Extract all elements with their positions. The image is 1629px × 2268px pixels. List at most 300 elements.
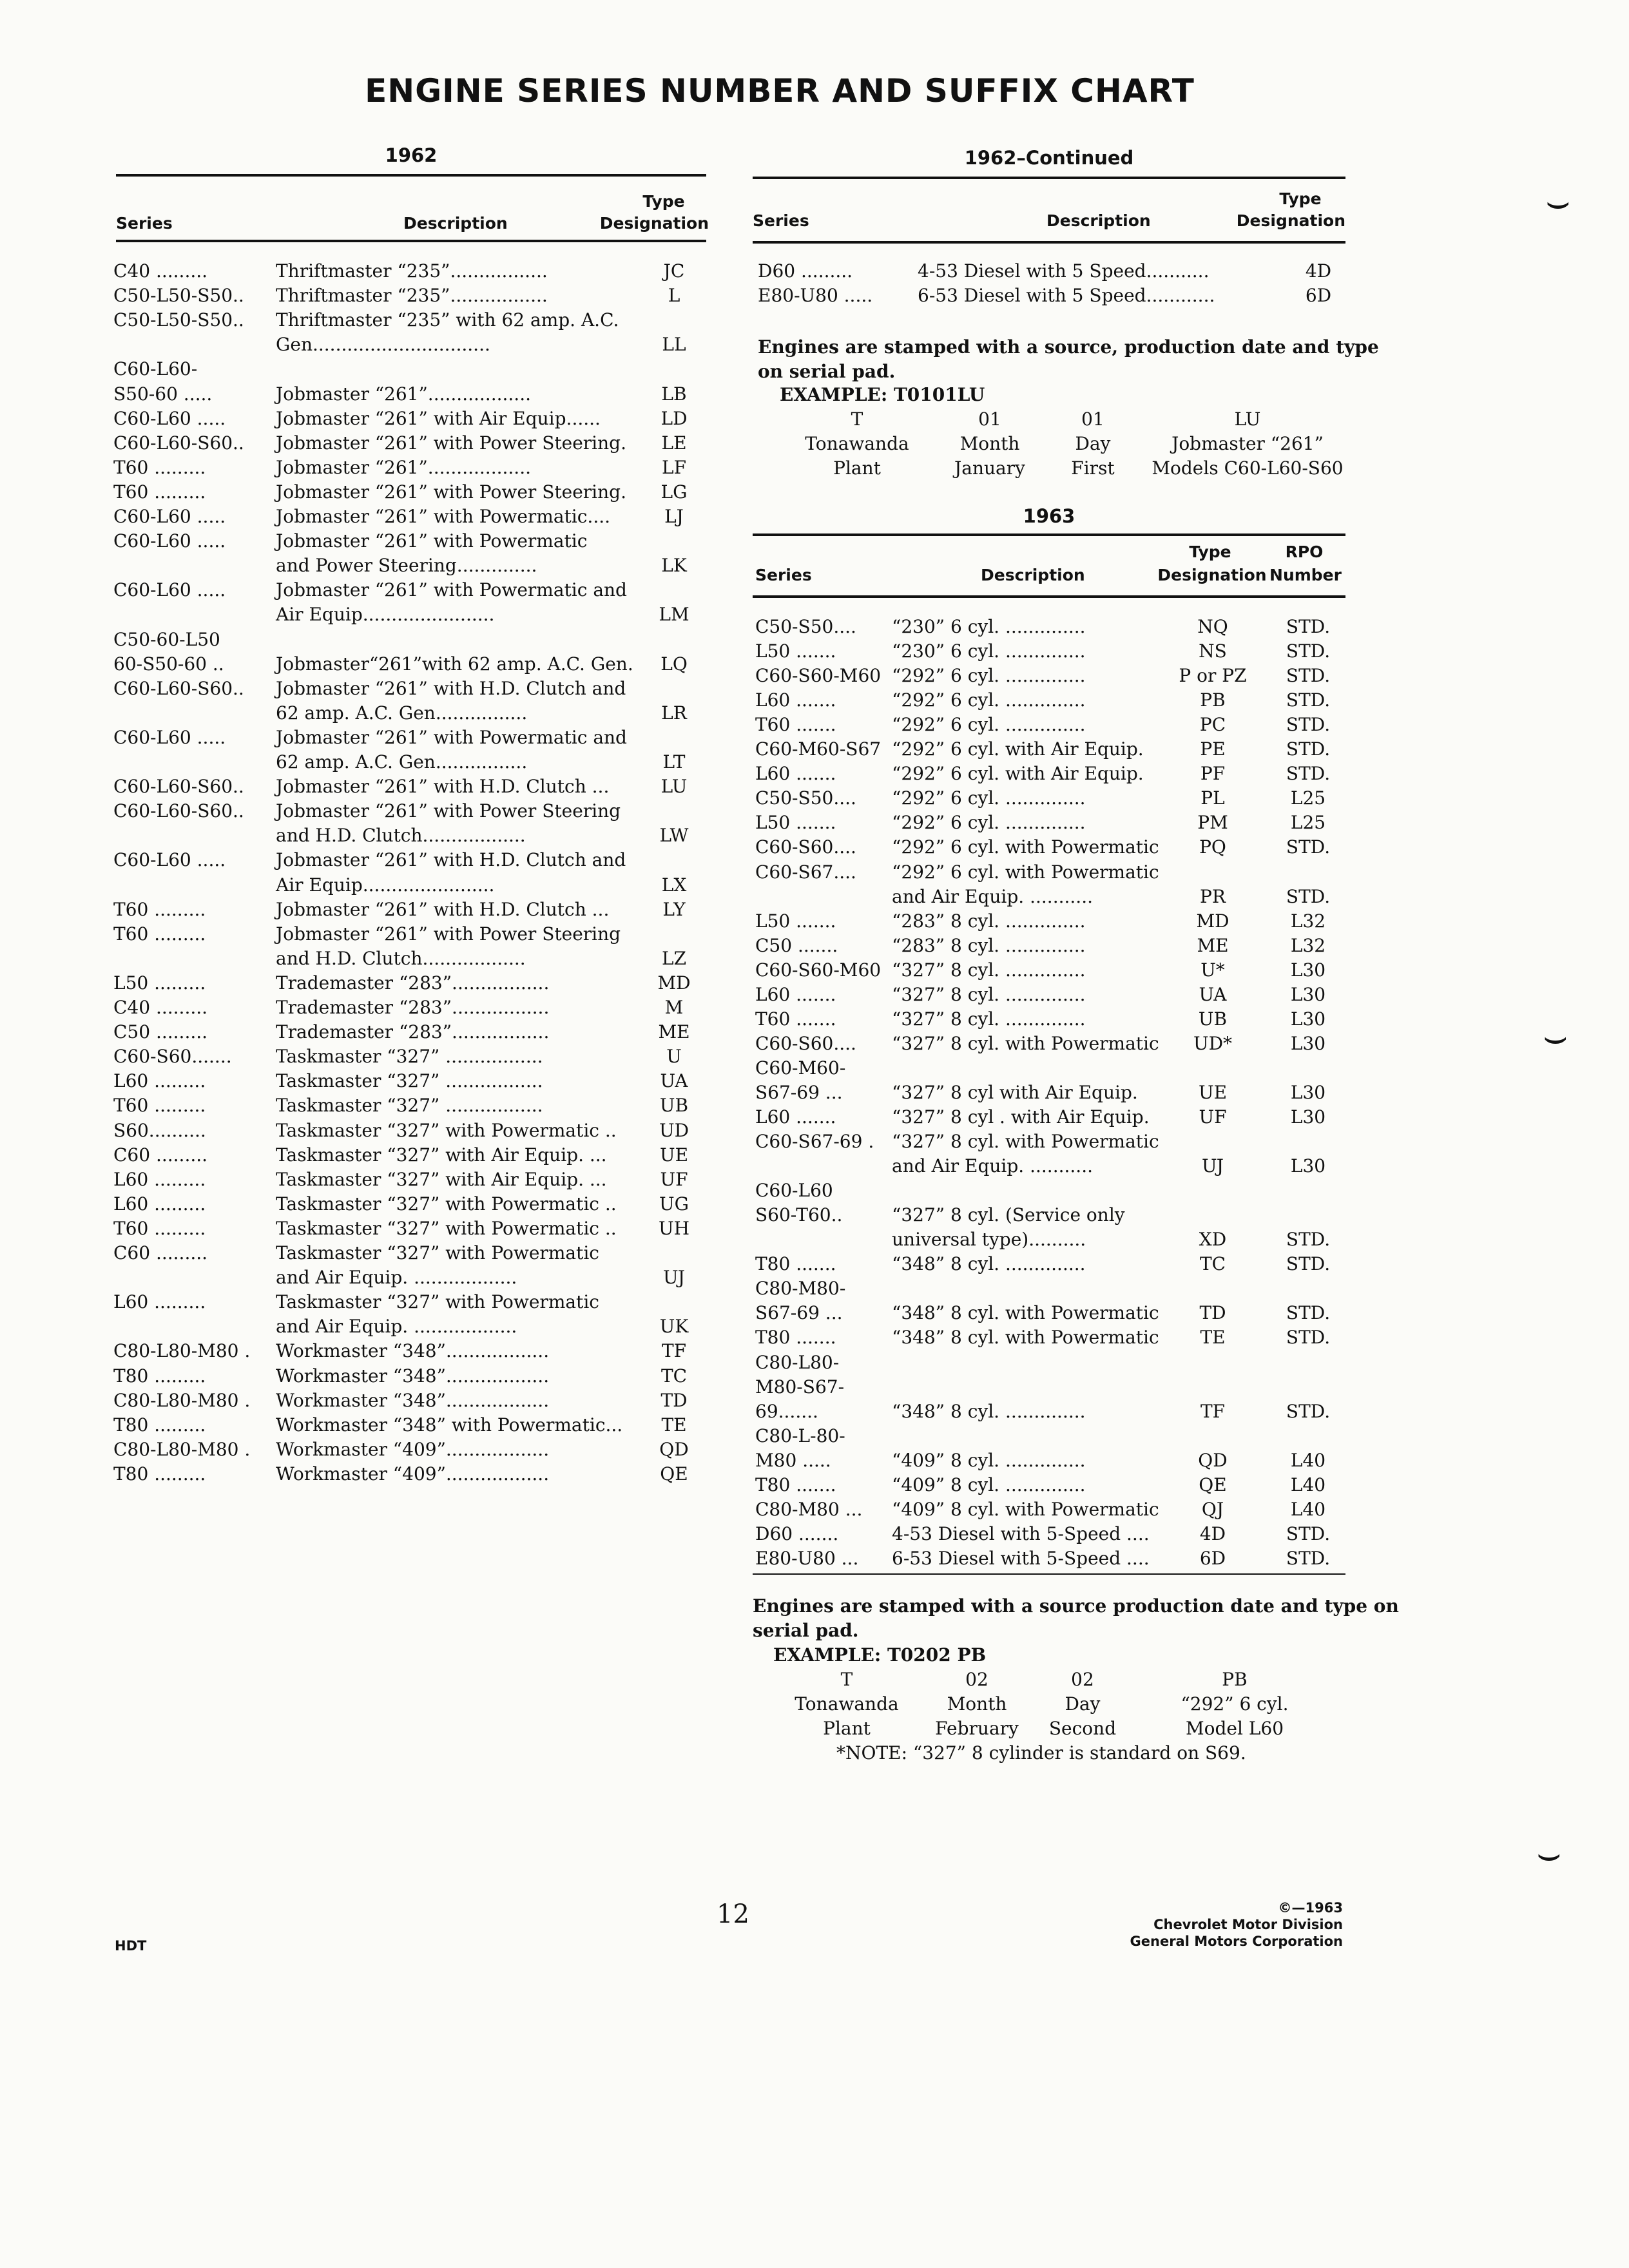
type-header-line1: Type: [1279, 189, 1322, 208]
series-cell: C60 .........: [113, 1242, 208, 1264]
example-code: T: [840, 1669, 853, 1690]
description-cell: Jobmaster “261” with Power Steering: [276, 800, 621, 822]
description-cell: Thriftmaster “235”.................: [276, 285, 548, 307]
description-cell: Taskmaster “327” with Powermatic ..: [276, 1119, 617, 1141]
table-row: [755, 1399, 1345, 1424]
description-cell: “292” 6 cyl. with Powermatic: [892, 861, 1159, 883]
description-cell: Taskmaster “327” with Air Equip. ...: [276, 1144, 607, 1166]
table-row: [755, 885, 1345, 909]
description-cell: 62 amp. A.C. Gen................: [276, 702, 528, 724]
type-cell: UF: [1199, 1106, 1227, 1128]
example-column: [1144, 407, 1351, 481]
series-cell: C60 .........: [113, 1144, 208, 1166]
table-row: [113, 357, 706, 381]
table-row: [755, 786, 1345, 811]
rpo-cell: STD.: [1286, 1547, 1331, 1569]
description-cell: Jobmaster “261” with H.D. Clutch ...: [276, 776, 610, 798]
rpo-cell: L30: [1290, 1155, 1326, 1177]
type-cell: UJ: [1201, 1155, 1224, 1177]
footnote: *NOTE: “327” 8 cylinder is standard on S69.: [836, 1742, 1246, 1763]
type-cell: LM: [659, 604, 689, 626]
type-cell: PR: [1200, 885, 1226, 907]
table-row: [113, 284, 706, 308]
series-cell: C60-L60 .....: [113, 579, 226, 601]
type-cell: QE: [1199, 1474, 1227, 1495]
type-cell: LQ: [660, 653, 688, 675]
table-row: [113, 1290, 706, 1314]
page-number: 12: [717, 1899, 749, 1929]
series-cell: C60-S60-M60: [755, 665, 882, 687]
description-cell: Jobmaster “261” with Power Steering.: [276, 432, 626, 454]
type-cell: U: [666, 1046, 682, 1068]
series-cell: L50 .........: [113, 972, 206, 994]
table-row: [755, 934, 1345, 958]
type-cell: UF: [660, 1168, 688, 1190]
series-cell: C50-60-L50: [113, 628, 220, 650]
type-cell: 6D: [1199, 1547, 1226, 1569]
description-cell: 4-53 Diesel with 5-Speed ....: [892, 1523, 1150, 1544]
series-cell: T80 .......: [755, 1474, 836, 1495]
table-row: [113, 1143, 706, 1168]
rpo-cell: L30: [1290, 983, 1326, 1005]
table-row: [113, 308, 706, 332]
type-cell: PC: [1199, 714, 1226, 736]
series-cell: T60 .........: [113, 456, 206, 478]
table-row: [113, 407, 706, 431]
type-cell: LW: [659, 825, 689, 847]
check-mark: ⌣: [1536, 1831, 1562, 1876]
rpo-cell: STD.: [1286, 714, 1331, 736]
table-row: [755, 983, 1345, 1007]
description-cell: “409” 8 cyl. ..............: [892, 1474, 1086, 1495]
series-cell: S50-60 .....: [113, 383, 213, 405]
description-cell: Trademaster “283”.................: [276, 1021, 550, 1043]
table-row: [755, 688, 1345, 713]
type-cell: MD: [657, 972, 691, 994]
right-bottom-header-rule: [753, 595, 1345, 598]
description-cell: Taskmaster “327” with Air Equip. ...: [276, 1168, 607, 1190]
table-row: [755, 615, 1345, 639]
example-code: 01: [1081, 408, 1104, 430]
table-row: [113, 726, 706, 750]
table-row: [113, 456, 706, 480]
series-cell: T60 .......: [755, 714, 836, 736]
description-cell: Jobmaster “261” with H.D. Clutch ...: [276, 898, 610, 920]
description-cell: “283” 8 cyl. ..............: [892, 910, 1086, 932]
type-cell: UA: [660, 1070, 688, 1092]
rpo-cell: L32: [1290, 910, 1326, 932]
rpo-cell: STD.: [1286, 1229, 1331, 1251]
type-cell: LD: [660, 407, 688, 429]
description-cell: Jobmaster “261” with Powermatic....: [276, 506, 611, 527]
table-row: [113, 750, 706, 774]
note-line-2: on serial pad.: [758, 361, 896, 382]
table-row: [755, 1252, 1345, 1276]
description-cell: and Air Equip. ..................: [276, 1316, 517, 1338]
type-cell: U*: [1200, 959, 1225, 981]
table-row: [113, 1364, 706, 1389]
series-cell: C60-L60 .....: [113, 506, 226, 527]
type-cell: UH: [658, 1217, 689, 1239]
series-cell: T60 .........: [113, 1095, 206, 1117]
type-cell: PE: [1200, 738, 1226, 760]
table-row: [758, 259, 1345, 284]
description-cell: Taskmaster “327” with Powermatic ..: [276, 1193, 617, 1215]
series-cell: C60-L60 .....: [113, 530, 226, 552]
type-cell: LR: [661, 702, 687, 724]
series-cell: L60 .........: [113, 1193, 206, 1215]
description-cell: Workmaster “348” with Powermatic...: [276, 1414, 623, 1436]
description-cell: Thriftmaster “235”.................: [276, 260, 548, 282]
rpo-cell: L30: [1290, 1032, 1326, 1054]
right-top-table-heading: 1962–Continued: [964, 147, 1134, 169]
type-cell: TE: [1200, 1327, 1226, 1349]
table-row: [113, 1216, 706, 1241]
type-cell: 4D: [1199, 1523, 1226, 1544]
table-row: [755, 1081, 1345, 1105]
left-header-rule: [116, 240, 706, 242]
note-line-1: Engines are stamped with a source production date and type on: [753, 1595, 1399, 1617]
rpo-header-line1: RPO: [1285, 543, 1324, 561]
table-row: [113, 382, 706, 407]
table-row: [113, 971, 706, 995]
type-header-line2: Designation: [599, 214, 709, 233]
type-cell: LX: [661, 874, 687, 896]
table-row: [113, 823, 706, 848]
table-row: [113, 799, 706, 823]
description-cell: “327” 8 cyl. with Powermatic: [892, 1032, 1159, 1054]
rpo-cell: L32: [1290, 934, 1326, 956]
description-cell: Workmaster “409”..................: [276, 1438, 550, 1460]
description-cell: Trademaster “283”.................: [276, 997, 550, 1018]
description-cell: “348” 8 cyl. with Powermatic: [892, 1327, 1159, 1349]
table-row: [755, 639, 1345, 664]
series-cell: L50 .......: [755, 812, 836, 834]
table-row: [113, 1437, 706, 1462]
series-cell: C40 .........: [113, 997, 208, 1018]
description-cell: and H.D. Clutch..................: [276, 825, 526, 847]
example-line1: Jobmaster “261”: [1171, 433, 1324, 454]
example-code: LU: [1234, 408, 1261, 430]
rpo-cell: STD.: [1286, 885, 1331, 907]
description-cell: “327” 8 cyl with Air Equip.: [892, 1081, 1138, 1103]
table-row: [755, 1424, 1345, 1448]
table-row: [113, 628, 706, 652]
description-cell: Air Equip.......................: [276, 874, 495, 896]
table-row: [113, 553, 706, 578]
series-cell: L60 .......: [755, 689, 836, 711]
series-cell: T60 .........: [113, 923, 206, 945]
right-top-note: [758, 335, 1379, 384]
series-cell: D60 .......: [755, 1523, 839, 1544]
example-line1: Tonawanda: [805, 433, 909, 454]
series-cell: L50 .......: [755, 640, 836, 662]
type-cell: XD: [1199, 1229, 1227, 1251]
description-cell: “292” 6 cyl. ..............: [892, 665, 1086, 687]
page-title: ENGINE SERIES NUMBER AND SUFFIX CHART: [365, 72, 1195, 110]
rpo-cell: STD.: [1286, 689, 1331, 711]
rpo-cell: L30: [1290, 959, 1326, 981]
series-cell: L60 .......: [755, 763, 836, 785]
example-label: EXAMPLE: T0101LU: [780, 384, 985, 405]
example-line1: Day: [1065, 1693, 1101, 1715]
series-cell: C60-S60....: [755, 1032, 856, 1054]
series-cell: C80-M80 ...: [755, 1498, 863, 1520]
type-cell: NQ: [1197, 616, 1228, 637]
type-header-line2: Designation: [1157, 566, 1267, 584]
description-header: Description: [981, 566, 1085, 584]
series-cell: D60 .........: [758, 260, 853, 282]
series-cell: C60-L60 .....: [113, 849, 226, 871]
type-cell: PF: [1200, 763, 1226, 785]
table-row: [755, 737, 1345, 762]
description-cell: Jobmaster “261” with Powermatic and: [276, 579, 627, 601]
description-cell: Workmaster “409”..................: [276, 1463, 550, 1485]
table-row: [113, 259, 706, 284]
description-cell: “327” 8 cyl. (Service only: [892, 1204, 1125, 1226]
description-cell: “292” 6 cyl. ..............: [892, 787, 1086, 809]
table-row: [113, 1192, 706, 1216]
series-cell: C60-L60-S60..: [113, 677, 244, 699]
example-line2: Plant: [833, 457, 881, 479]
description-cell: “292” 6 cyl. with Powermatic: [892, 836, 1159, 858]
type-cell: UE: [1198, 1081, 1228, 1103]
description-cell: “327” 8 cyl. ..............: [892, 1008, 1086, 1030]
footer-credits: [1095, 1899, 1343, 1950]
type-cell: UG: [659, 1193, 689, 1215]
description-cell: “327” 8 cyl. ..............: [892, 983, 1086, 1005]
example-line2: February: [935, 1718, 1019, 1739]
table-row: [755, 1350, 1345, 1375]
table-row: [755, 1105, 1345, 1129]
description-cell: Taskmaster “327” with Powermatic ..: [276, 1217, 617, 1239]
right-bottom-table-heading: 1963: [1023, 505, 1075, 527]
table-row: [755, 958, 1345, 983]
type-cell: LE: [661, 432, 687, 454]
description-cell: Taskmaster “327” .................: [276, 1070, 543, 1092]
series-cell: C60-L60: [755, 1180, 833, 1202]
description-cell: Gen...............................: [276, 334, 490, 356]
series-cell: C80-L80-M80 .: [113, 1340, 251, 1362]
description-cell: “292” 6 cyl. ..............: [892, 812, 1086, 834]
type-cell: L: [668, 285, 680, 307]
type-cell: PL: [1200, 787, 1225, 809]
series-cell: C50-L50-S50..: [113, 285, 244, 307]
series-cell: C50-S50....: [755, 616, 856, 637]
description-cell: and H.D. Clutch..................: [276, 947, 526, 969]
description-cell: Taskmaster “327” with Powermatic: [276, 1291, 599, 1313]
type-cell: TC: [1199, 1253, 1226, 1275]
description-cell: and Air Equip. ...........: [892, 1155, 1093, 1177]
series-cell: C80-L80-: [755, 1351, 840, 1373]
table-row: [113, 922, 706, 947]
series-cell: C60-L60-S60..: [113, 776, 244, 798]
series-cell: C80-L80-M80 .: [113, 1438, 251, 1460]
table-row: [755, 1473, 1345, 1497]
type-cell: TE: [661, 1414, 687, 1436]
table-row: [113, 1241, 706, 1265]
series-cell: L60 .........: [113, 1070, 206, 1092]
series-cell: L60 .......: [755, 983, 836, 1005]
type-cell: UD*: [1193, 1032, 1233, 1054]
description-cell: Jobmaster “261” with Power Steering: [276, 923, 621, 945]
note-line-1: Engines are stamped with a source, production date and type: [758, 336, 1379, 358]
type-cell: LL: [662, 334, 686, 356]
series-cell: T80 .......: [755, 1253, 836, 1275]
division: Chevrolet Motor Division: [1153, 1917, 1343, 1932]
series-cell: T80 .........: [113, 1463, 206, 1485]
table-row: [113, 1168, 706, 1192]
type-cell: LK: [661, 555, 687, 577]
type-cell: QE: [660, 1463, 688, 1485]
example-line2: Second: [1048, 1718, 1117, 1739]
table-row: [755, 1448, 1345, 1473]
table-row: [758, 284, 1345, 308]
rpo-cell: L40: [1290, 1498, 1326, 1520]
table-row: [113, 1093, 706, 1118]
rpo-cell: STD.: [1286, 836, 1331, 858]
table-row: [755, 1301, 1345, 1325]
type-cell: TC: [660, 1365, 688, 1387]
table-row: [755, 1276, 1345, 1301]
example-line1: Day: [1075, 433, 1111, 454]
type-cell: 6D: [1305, 285, 1332, 306]
type-cell: PQ: [1199, 836, 1226, 858]
table-row: [113, 995, 706, 1020]
series-header: Series: [116, 214, 173, 233]
table-row: [755, 860, 1345, 885]
description-cell: Taskmaster “327” with Powermatic: [276, 1242, 599, 1264]
example-code: 01: [978, 408, 1001, 430]
series-cell: T80 .......: [755, 1327, 836, 1349]
example-code: T: [851, 408, 863, 430]
table-row: [113, 947, 706, 971]
rpo-cell: STD.: [1286, 763, 1331, 785]
table-row: [755, 1032, 1345, 1056]
series-cell: C80-L80-M80 .: [113, 1389, 251, 1411]
description-cell: Jobmaster “261” with H.D. Clutch and: [276, 849, 626, 871]
type-cell: NS: [1199, 640, 1227, 662]
rpo-cell: STD.: [1286, 616, 1331, 637]
type-cell: PM: [1197, 812, 1228, 834]
left-table-header: [116, 191, 709, 237]
series-cell: T60 .......: [755, 1008, 836, 1030]
description-cell: Jobmaster “261” with Power Steering.: [276, 481, 626, 503]
description-cell: Jobmaster “261” with Air Equip......: [276, 407, 601, 429]
table-row: [113, 1119, 706, 1143]
type-cell: QD: [659, 1438, 689, 1460]
series-cell: 60-S50-60 ..: [113, 653, 224, 675]
series-cell: C60-L60 .....: [113, 407, 226, 429]
description-cell: 6-53 Diesel with 5-Speed ....: [892, 1547, 1150, 1569]
series-header: Series: [755, 566, 812, 584]
description-cell: “230” 6 cyl. ..............: [892, 640, 1086, 662]
left-table-heading: 1962: [385, 144, 438, 166]
rpo-cell: L30: [1290, 1081, 1326, 1103]
table-row: [755, 713, 1345, 737]
description-cell: 6-53 Diesel with 5 Speed............: [918, 285, 1215, 306]
example-line2: Models C60-L60-S60: [1152, 457, 1344, 479]
type-cell: LF: [661, 456, 687, 478]
table-row: [113, 873, 706, 898]
type-cell: UJ: [662, 1267, 686, 1289]
description-cell: “409” 8 cyl. with Powermatic: [892, 1498, 1159, 1520]
series-cell: T80 .........: [113, 1414, 206, 1436]
type-cell: MD: [1196, 910, 1229, 932]
note-line-2: serial pad.: [753, 1620, 859, 1641]
description-cell: Jobmaster “261”..................: [276, 383, 532, 405]
table-row: [755, 1497, 1345, 1522]
description-cell: Jobmaster“261”with 62 amp. A.C. Gen.: [276, 653, 633, 675]
copyright: ©—1963: [1278, 1900, 1343, 1916]
type-cell: UE: [659, 1144, 689, 1166]
series-cell: T60 .........: [113, 1217, 206, 1239]
description-cell: “292” 6 cyl. with Air Equip.: [892, 763, 1144, 785]
rpo-cell: L30: [1290, 1106, 1326, 1128]
type-cell: LU: [660, 776, 688, 798]
series-cell: S60..........: [113, 1119, 206, 1141]
table-row: [113, 578, 706, 602]
series-cell: L60 .........: [113, 1291, 206, 1313]
series-cell: C60-L60-: [113, 358, 198, 380]
table-row: [113, 1314, 706, 1339]
rpo-cell: STD.: [1286, 1302, 1331, 1324]
type-cell: PB: [1200, 689, 1226, 711]
check-mark: ⌣: [1545, 179, 1571, 224]
description-cell: “283” 8 cyl. ..............: [892, 934, 1086, 956]
table-row: [113, 529, 706, 553]
description-header: Description: [1046, 211, 1151, 230]
series-cell: E80-U80 .....: [758, 285, 873, 306]
example-code: 02: [1071, 1669, 1094, 1690]
description-cell: Jobmaster “261” with H.D. Clutch and: [276, 677, 626, 699]
example-breakdown: [753, 1667, 1345, 1742]
table-row: [113, 774, 706, 799]
table-row: [755, 835, 1345, 860]
table-row: [113, 701, 706, 726]
document-code: HDT: [115, 1938, 147, 1954]
right-bottom-bottom-rule: [753, 1573, 1345, 1575]
table-row: [755, 811, 1345, 835]
description-cell: “230” 6 cyl. ..............: [892, 616, 1086, 637]
table-row: [755, 1375, 1345, 1399]
example-line1: Tonawanda: [795, 1693, 899, 1715]
series-cell: S60-T60..: [755, 1204, 843, 1226]
table-row: [755, 1203, 1345, 1227]
type-cell: QJ: [1201, 1498, 1224, 1520]
type-cell: LJ: [664, 506, 684, 527]
description-cell: “348” 8 cyl. ..............: [892, 1400, 1086, 1422]
right-top-table-header: [753, 187, 1345, 233]
description-cell: 4-53 Diesel with 5 Speed...........: [918, 260, 1210, 282]
table-row: [755, 1522, 1345, 1546]
type-header-line1: Type: [1189, 543, 1231, 561]
series-cell: C60-S60.......: [113, 1046, 232, 1068]
series-cell: 69.......: [755, 1400, 818, 1422]
table-row: [113, 898, 706, 922]
description-cell: Workmaster “348”..................: [276, 1365, 550, 1387]
example-code: PB: [1222, 1669, 1248, 1690]
example-line1: Month: [947, 1693, 1007, 1715]
example-label: EXAMPLE: T0202 PB: [773, 1644, 987, 1666]
description-cell: universal type)..........: [892, 1229, 1086, 1251]
example-code: 02: [965, 1669, 988, 1690]
table-row: [755, 1325, 1345, 1350]
description-cell: Jobmaster “261”..................: [276, 456, 532, 478]
table-row: [113, 602, 706, 627]
series-cell: C40 .........: [113, 260, 208, 282]
type-cell: TD: [660, 1389, 688, 1411]
